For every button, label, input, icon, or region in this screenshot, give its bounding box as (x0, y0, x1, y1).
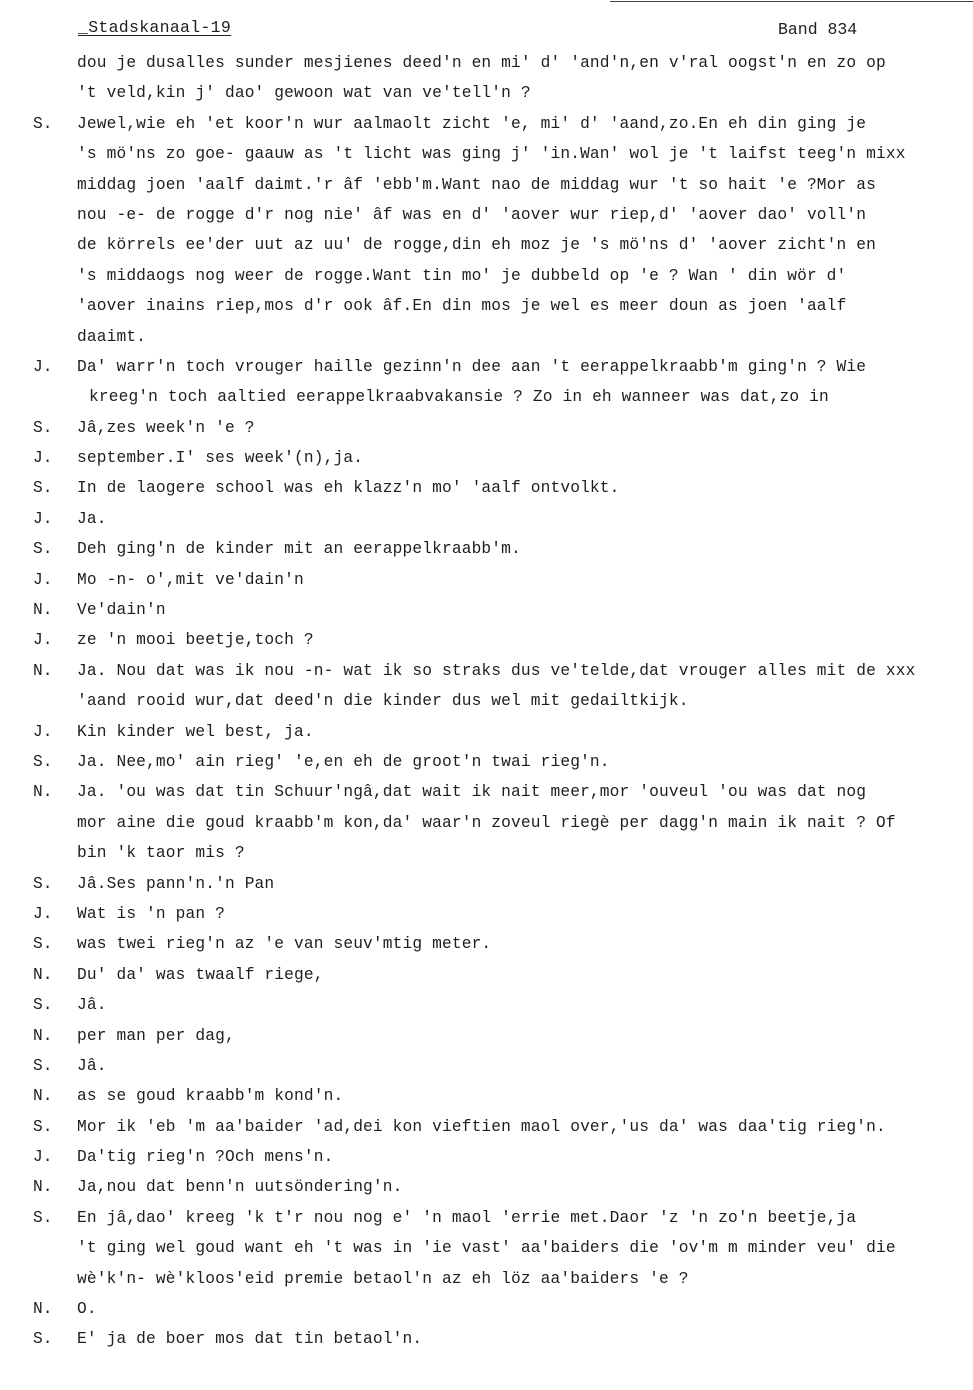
line-text: Ja. Nee,mo' ain rieg' 'e,en eh de groot'n twai rieg'n. (77, 752, 610, 771)
transcript-line (0, 443, 973, 473)
line-text: as se goud kraabb'm kond'n. (77, 1087, 344, 1106)
transcript-line (0, 777, 973, 807)
speaker-label: S. (33, 540, 53, 559)
transcript-line (0, 1021, 973, 1051)
line-text: de körrels ee'der uut az uu' de rogge,din eh moz je 's mö'ns d' 'aover zicht'n en (77, 236, 876, 255)
line-text: Deh ging'n de kinder mit an eerappelkraabb'm. (77, 540, 521, 559)
line-text: O. (77, 1300, 97, 1319)
line-text: Da'tig rieg'n ?Och mens'n. (77, 1148, 334, 1167)
speaker-label: N. (33, 1026, 53, 1045)
transcript-line (0, 352, 973, 382)
speaker-label: S. (33, 874, 53, 893)
line-text: nou -e- de rogge d'r nog nie' âf was en d' 'aover wur riep,d' 'aover dao' voll'n (77, 205, 867, 224)
transcript-line (0, 960, 973, 990)
transcript-line (0, 78, 973, 108)
transcript-line (0, 656, 973, 686)
transcript-line (0, 565, 973, 595)
line-text: 's middaogs nog weer de rogge.Want tin mo' je dubbeld op 'e ? Wan ' din wör d' (77, 266, 847, 285)
line-text: Du' da' was twaalf riege, (77, 965, 324, 984)
transcript-line (0, 1142, 973, 1172)
transcript-line (0, 473, 973, 503)
line-text: 'aand rooid wur,dat deed'n die kinder dus wel mit gedailtkijk. (77, 692, 689, 711)
transcript-line (0, 990, 973, 1020)
transcript-line (0, 1264, 973, 1294)
line-text: 's mö'ns zo goe- gaauw as 't licht was ging j' 'in.Wan' wol je 't laifst teeg'n mixx (77, 145, 906, 164)
line-text: bin 'k taor mis ? (77, 844, 245, 863)
transcript-body (0, 48, 973, 1355)
transcript-line (0, 1233, 973, 1263)
transcript-line (0, 686, 973, 716)
transcript-line (0, 139, 973, 169)
transcript-line (0, 595, 973, 625)
transcript-line (0, 413, 973, 443)
speaker-label: J. (33, 631, 53, 650)
transcript-line (0, 869, 973, 899)
transcript-line (0, 534, 973, 564)
line-text: 'aover inains riep,mos d'r ook âf.En din mos je wel es meer doun as joen 'aalf (77, 297, 847, 316)
transcript-line (0, 808, 973, 838)
band-number: Band 834 (778, 20, 858, 39)
transcript-line (0, 717, 973, 747)
line-text: Ja,nou dat benn'n uutsöndering'n. (77, 1178, 403, 1197)
line-text: E' ja de boer mos dat tin betaol'n. (77, 1330, 423, 1349)
line-text: Jewel,wie eh 'et koor'n wur aalmaolt zicht 'e, mi' d' 'aand,zo.En eh din ging je (77, 114, 867, 133)
speaker-label: S. (33, 1330, 53, 1349)
transcript-line (0, 382, 973, 412)
line-text: Ja. (77, 509, 107, 528)
transcript-line (0, 48, 973, 78)
transcript-line (0, 1324, 973, 1354)
speaker-label: S. (33, 418, 53, 437)
line-text: mor aine die goud kraabb'm kon,da' waar'n zoveul riegè per dagg'n main ik nait ? Of (77, 813, 896, 832)
speaker-label: J. (33, 509, 53, 528)
speaker-label: J. (33, 722, 53, 741)
transcript-line (0, 230, 973, 260)
speaker-label: S. (33, 996, 53, 1015)
line-text: 't ging wel goud want eh 't was in 'ie vast' aa'baiders die 'ov'm m minder veu' die (77, 1239, 896, 1258)
speaker-label: S. (33, 935, 53, 954)
speaker-label: N. (33, 1178, 53, 1197)
top-rule (610, 1, 973, 2)
line-text: Mo -n- o',mit ve'dain'n (77, 570, 304, 589)
line-text: Jâ. (77, 1056, 107, 1075)
transcript-line (0, 261, 973, 291)
line-text: Jâ. (77, 996, 107, 1015)
speaker-label: J. (33, 1148, 53, 1167)
line-text: dou je dusalles sunder mesjienes deed'n en mi' d' 'and'n,en v'ral oogst'n en zo op (77, 54, 886, 72)
line-text: september.I' ses week'(n),ja. (77, 449, 364, 468)
line-text: wè'k'n- wè'kloos'eid premie betaol'n az eh löz aa'baiders 'e ? (77, 1269, 689, 1288)
line-text: Wat is 'n pan ? (77, 904, 225, 923)
transcript-line (0, 929, 973, 959)
transcript-line (0, 1294, 973, 1324)
speaker-label: J. (33, 449, 53, 468)
speaker-label: J. (33, 570, 53, 589)
speaker-label: S. (33, 1117, 53, 1136)
transcript-line (0, 1112, 973, 1142)
line-text: ze 'n mooi beetje,toch ? (77, 631, 314, 650)
line-text: daaimt. (77, 327, 147, 346)
line-text: 't veld,kin j' dao' gewoon wat van ve'tell'n ? (77, 84, 531, 103)
line-text: Ja. 'ou was dat tin Schuur'ngâ,dat wait ik nait meer,mor 'ouveul 'ou was dat nog (77, 783, 867, 802)
transcript-line (0, 1172, 973, 1202)
speaker-label: N. (33, 1300, 53, 1319)
speaker-label: N. (33, 661, 53, 680)
speaker-label: N. (33, 783, 53, 802)
transcript-line (0, 291, 973, 321)
speaker-label: S. (33, 114, 53, 133)
line-text: Jâ.Ses pann'n.'n Pan (77, 874, 275, 893)
line-text: was twei rieg'n az 'e van seuv'mtig meter. (77, 935, 492, 954)
speaker-label: N. (33, 601, 53, 620)
line-text: Ja. Nou dat was ik nou -n- wat ik so straks dus ve'telde,dat vrouger alles mit de xxx (77, 661, 916, 680)
transcript-line (0, 747, 973, 777)
transcript-line (0, 625, 973, 655)
transcript-line (0, 1051, 973, 1081)
line-text: per man per dag, (77, 1026, 235, 1045)
speaker-label: S. (33, 752, 53, 771)
speaker-label: S. (33, 1208, 53, 1227)
line-text: kreeg'n toch aaltied eerappelkraabvakansie ? Zo in eh wanneer was dat,zo in (89, 388, 829, 407)
transcript-line (0, 1081, 973, 1111)
line-text: Jâ,zes week'n 'e ? (77, 418, 255, 437)
transcript-line (0, 109, 973, 139)
transcript-line (0, 170, 973, 200)
transcript-line (0, 899, 973, 929)
speaker-label: N. (33, 965, 53, 984)
line-text: Mor ik 'eb 'm aa'baider 'ad,dei kon vieftien maol over,'us da' was daa'tig rieg'n. (77, 1117, 886, 1136)
speaker-label: N. (33, 1087, 53, 1106)
line-text: Da' warr'n toch vrouger haille gezinn'n dee aan 't eerappelkraabb'm ging'n ? Wie (77, 357, 867, 376)
transcript-line (0, 322, 973, 352)
line-text: middag joen 'aalf daimt.'r âf 'ebb'm.Want nao de middag wur 't so hait 'e ?Mor as (77, 175, 876, 194)
speaker-label: J. (33, 904, 53, 923)
line-text: Kin kinder wel best, ja. (77, 722, 314, 741)
transcript-line (0, 504, 973, 534)
line-text: En jâ,dao' kreeg 'k t'r nou nog e' 'n maol 'errie met.Daor 'z 'n zo'n beetje,ja (77, 1208, 857, 1227)
line-text: Ve'dain'n (77, 601, 166, 620)
speaker-label: J. (33, 357, 53, 376)
speaker-label: S. (33, 479, 53, 498)
transcript-line (0, 1203, 973, 1233)
document-title: _Stadskanaal-19 (78, 18, 232, 37)
transcript-line (0, 838, 973, 868)
transcript-line (0, 200, 973, 230)
line-text: In de laogere school was eh klazz'n mo' 'aalf ontvolkt. (77, 479, 620, 498)
speaker-label: S. (33, 1056, 53, 1075)
